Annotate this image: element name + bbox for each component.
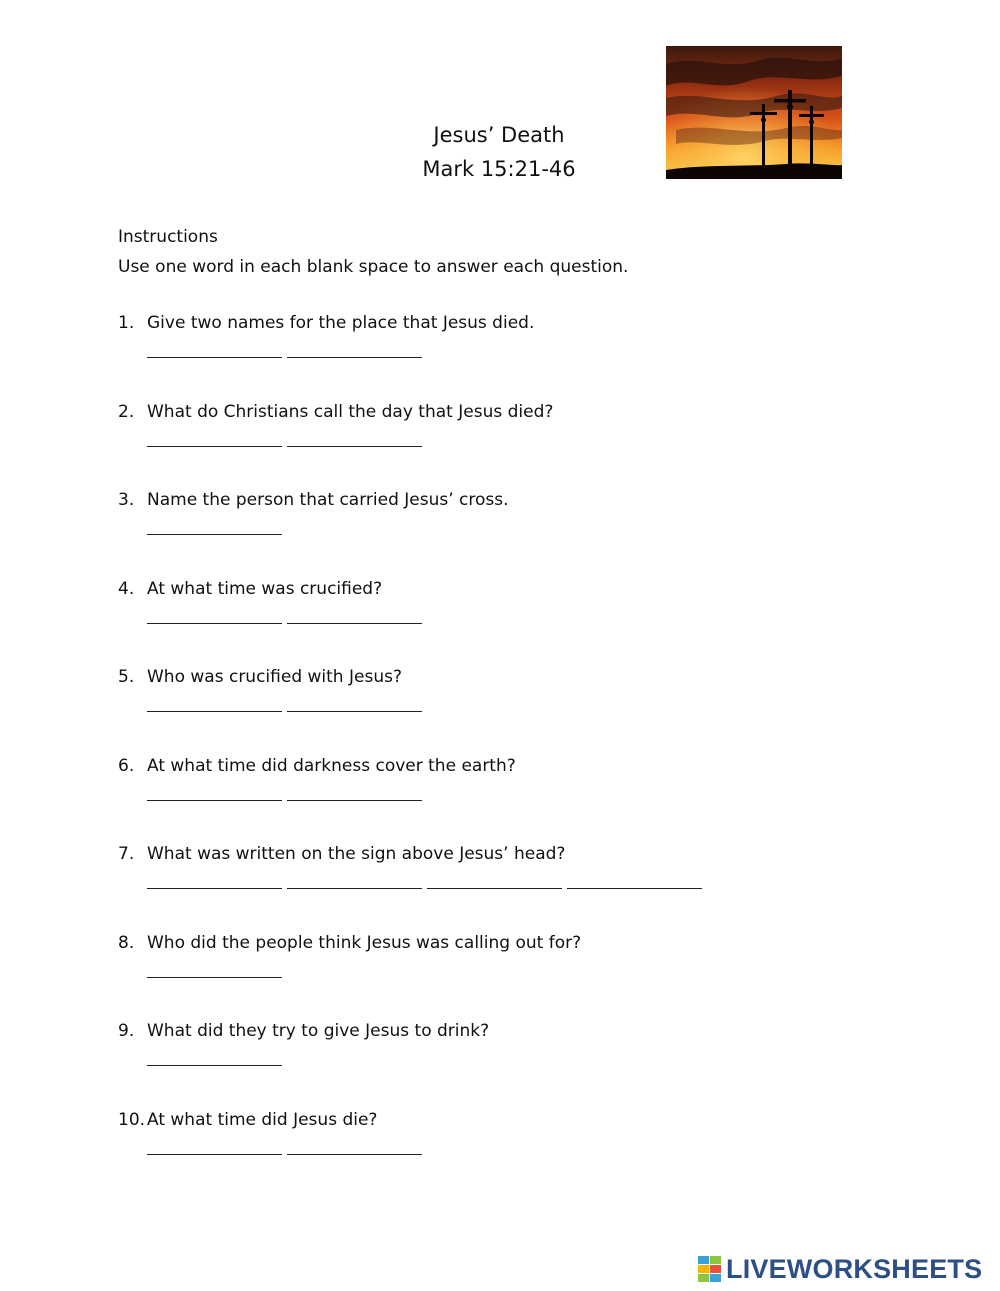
- answer-blank[interactable]: [147, 888, 282, 889]
- question-5: [118, 663, 878, 752]
- answer-blanks: [147, 977, 282, 978]
- question-list: [118, 309, 878, 1194]
- answer-blank[interactable]: [147, 977, 282, 978]
- answer-blank[interactable]: [287, 446, 422, 447]
- question-text: Give two names for the place that Jesus died.: [147, 313, 535, 333]
- answer-blanks: [147, 534, 282, 535]
- question-text: At what time did Jesus die?: [147, 1109, 378, 1130]
- question-number: 2.: [118, 401, 135, 422]
- question-text: Name the person that carried Jesus’ cross.: [147, 490, 509, 510]
- answer-blanks: [147, 1154, 422, 1155]
- instructions: [118, 222, 628, 282]
- answer-blank[interactable]: [147, 1154, 282, 1155]
- answer-blank[interactable]: [147, 446, 282, 447]
- question-text: At what time was crucified?: [147, 578, 383, 599]
- answer-blank[interactable]: [287, 1154, 422, 1155]
- answer-blanks: [147, 888, 702, 889]
- question-2: [118, 398, 878, 487]
- question-7: [118, 840, 878, 929]
- liveworksheets-logo: [698, 1254, 982, 1284]
- scripture-reference: Mark 15:21-46: [422, 157, 576, 181]
- question-number: 3.: [118, 490, 135, 510]
- answer-blanks: [147, 446, 422, 447]
- answer-blank[interactable]: [287, 800, 422, 801]
- answer-blanks: [147, 1065, 282, 1066]
- question-8: [118, 929, 878, 1018]
- answer-blank[interactable]: [147, 711, 282, 712]
- question-text: Who did the people think Jesus was calling out for?: [147, 932, 582, 953]
- question-10: [118, 1106, 878, 1195]
- question-4: [118, 575, 878, 664]
- question-text: What do Christians call the day that Jesus died?: [147, 401, 554, 422]
- liveworksheets-mark-icon: [698, 1256, 722, 1282]
- question-1: [118, 309, 878, 398]
- answer-blanks: [147, 623, 422, 624]
- question-text: What did they try to give Jesus to drink?: [147, 1021, 490, 1041]
- answer-blanks: [147, 800, 422, 801]
- question-text: Who was crucified with Jesus?: [147, 667, 402, 687]
- answer-blanks: [147, 711, 422, 712]
- answer-blank[interactable]: [147, 800, 282, 801]
- question-6: [118, 752, 878, 841]
- question-text: What was written on the sign above Jesus’ head?: [147, 844, 566, 864]
- question-3: [118, 486, 878, 575]
- answer-blank[interactable]: [427, 888, 562, 889]
- instructions-text: Use one word in each blank space to answer each question.: [118, 257, 629, 277]
- question-number: 5.: [118, 667, 135, 687]
- answer-blank[interactable]: [287, 888, 422, 889]
- question-number: 8.: [118, 932, 135, 953]
- three-crosses-sunset-icon: [666, 46, 842, 179]
- question-text: At what time did darkness cover the earth?: [147, 755, 516, 776]
- question-number: 10.: [118, 1109, 146, 1130]
- question-9: [118, 1017, 878, 1106]
- instructions-heading: Instructions: [118, 227, 218, 247]
- question-number: 6.: [118, 755, 135, 776]
- question-number: 4.: [118, 578, 135, 599]
- answer-blanks: [147, 357, 422, 358]
- answer-blank[interactable]: [287, 623, 422, 624]
- answer-blank[interactable]: [567, 888, 702, 889]
- answer-blank[interactable]: [287, 357, 422, 358]
- answer-blank[interactable]: [147, 623, 282, 624]
- answer-blank[interactable]: [147, 534, 282, 535]
- answer-blank[interactable]: [147, 357, 282, 358]
- brand-name: LIVEWORKSHEETS: [726, 1254, 983, 1284]
- answer-blank[interactable]: [147, 1065, 282, 1066]
- question-number: 7.: [118, 844, 135, 864]
- page-title: Jesus’ Death: [433, 123, 565, 147]
- answer-blank[interactable]: [287, 711, 422, 712]
- question-number: 9.: [118, 1021, 135, 1041]
- title-block: [300, 118, 698, 186]
- question-number: 1.: [118, 313, 135, 333]
